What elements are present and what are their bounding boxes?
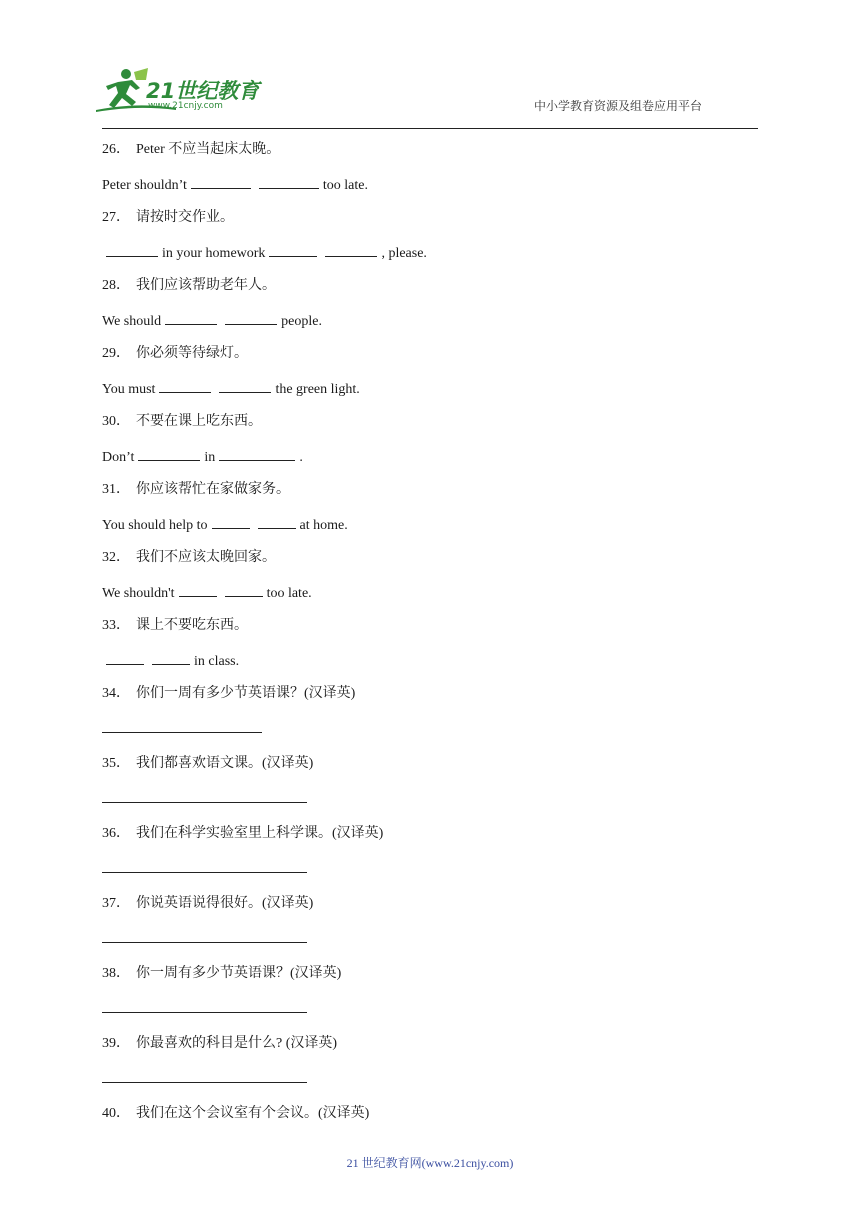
answer-sentence <box>102 446 762 480</box>
question-number: 27． <box>102 210 130 225</box>
question-number: 33． <box>102 618 130 633</box>
answer-line[interactable] <box>102 930 307 943</box>
question-prompt <box>102 894 762 928</box>
sentence-fragment: the green light. <box>275 382 360 397</box>
sentence-fragment: too late. <box>266 586 312 601</box>
question-number: 35． <box>102 756 130 771</box>
fill-in-blank[interactable] <box>138 446 200 461</box>
fill-in-blank[interactable] <box>219 378 271 393</box>
fill-in-blank[interactable] <box>152 650 190 665</box>
question-prompt <box>102 276 762 310</box>
question-text: 请按时交作业。 <box>136 210 234 225</box>
sentence-fragment: in class. <box>194 654 240 669</box>
question-number: 28． <box>102 278 130 293</box>
answer-sentence <box>102 242 762 276</box>
fill-in-blank[interactable] <box>212 514 250 529</box>
sentence-fragment: Don’t <box>102 450 135 465</box>
question-prompt <box>102 964 762 998</box>
answer-line[interactable] <box>102 1000 307 1013</box>
fill-in-blank[interactable] <box>259 174 319 189</box>
question-number: 38． <box>102 966 130 981</box>
answer-row <box>102 1070 762 1104</box>
answer-row <box>102 720 762 754</box>
answer-sentence <box>102 378 762 412</box>
logo-text: 21世纪教育 <box>146 79 260 103</box>
sentence-fragment: too late. <box>322 178 369 193</box>
question-list <box>102 140 762 1138</box>
sentence-fragment: We should <box>102 314 162 329</box>
question-prompt <box>102 412 762 446</box>
fill-in-blank[interactable] <box>159 378 211 393</box>
platform-title: 中小学教育资源及组卷应用平台 <box>533 99 702 113</box>
question-number: 32． <box>102 550 130 565</box>
question-number: 37． <box>102 896 130 911</box>
sentence-fragment: Peter shouldn’t <box>102 178 187 193</box>
question-number: 26． <box>102 142 130 157</box>
question-number: 31． <box>102 482 130 497</box>
answer-sentence <box>102 174 762 208</box>
question-number: 30． <box>102 414 130 429</box>
question-text: 你们一周有多少节英语课？(汉译英) <box>136 686 356 701</box>
question-prompt <box>102 684 762 718</box>
fill-in-blank[interactable] <box>106 242 158 257</box>
sentence-fragment: You should help to <box>102 518 208 533</box>
question-text: 你一周有多少节英语课？(汉译英) <box>136 966 342 981</box>
answer-row <box>102 860 762 894</box>
question-text: 我们都喜欢语文课。(汉译英) <box>136 756 314 771</box>
fill-in-blank[interactable] <box>191 174 251 189</box>
question-prompt <box>102 616 762 650</box>
question-text: 你应该帮忙在家做家务。 <box>136 482 290 497</box>
answer-sentence <box>102 650 762 684</box>
question-prompt <box>102 548 762 582</box>
question-number: 29． <box>102 346 130 361</box>
page-footer: 21 世纪教育网(www.21cnjy.com) <box>346 1156 514 1170</box>
question-text: 不要在课上吃东西。 <box>136 414 262 429</box>
answer-row <box>102 790 762 824</box>
question-prompt <box>102 754 762 788</box>
answer-sentence <box>102 310 762 344</box>
sentence-fragment: in <box>204 450 216 465</box>
question-text: Peter 不应当起床太晚。 <box>136 142 281 157</box>
question-prompt <box>102 824 762 858</box>
question-text: 你说英语说得很好。(汉译英) <box>136 896 314 911</box>
question-number: 40． <box>102 1106 130 1121</box>
sentence-fragment: We shouldn't <box>102 586 175 601</box>
question-text: 我们不应该太晚回家。 <box>136 550 276 565</box>
question-prompt <box>102 1104 762 1138</box>
question-text: 我们在科学实验室里上科学课。(汉译英) <box>136 826 384 841</box>
fill-in-blank[interactable] <box>225 310 277 325</box>
question-text: 我们在这个会议室有个会议。(汉译英) <box>136 1106 370 1121</box>
question-prompt <box>102 344 762 378</box>
sentence-fragment: at home. <box>299 518 348 533</box>
sentence-fragment: in your homework <box>162 246 266 261</box>
answer-row <box>102 930 762 964</box>
question-prompt <box>102 1034 762 1068</box>
sentence-fragment: people. <box>281 314 322 329</box>
answer-sentence <box>102 582 762 616</box>
question-number: 39． <box>102 1036 130 1051</box>
fill-in-blank[interactable] <box>325 242 377 257</box>
fill-in-blank[interactable] <box>219 446 295 461</box>
fill-in-blank[interactable] <box>258 514 296 529</box>
logo-url: www.21cnjy.com <box>148 101 223 111</box>
sentence-fragment: You must <box>102 382 156 397</box>
sentence-fragment: , please. <box>381 246 427 261</box>
question-text: 课上不要吃东西。 <box>136 618 248 633</box>
fill-in-blank[interactable] <box>269 242 317 257</box>
page-header <box>0 0 860 132</box>
question-number: 34． <box>102 686 130 701</box>
question-prompt <box>102 208 762 242</box>
question-number: 36． <box>102 826 130 841</box>
fill-in-blank[interactable] <box>225 582 263 597</box>
fill-in-blank[interactable] <box>106 650 144 665</box>
fill-in-blank[interactable] <box>179 582 217 597</box>
question-prompt <box>102 480 762 514</box>
answer-line[interactable] <box>102 860 307 873</box>
answer-line[interactable] <box>102 1070 307 1083</box>
question-prompt <box>102 140 762 174</box>
fill-in-blank[interactable] <box>165 310 217 325</box>
question-text: 你必须等待绿灯。 <box>136 346 248 361</box>
answer-line[interactable] <box>102 720 262 733</box>
answer-row <box>102 1000 762 1034</box>
sentence-fragment: . <box>299 450 303 465</box>
question-text: 你最喜欢的科目是什么? (汉译英) <box>136 1036 338 1051</box>
answer-line[interactable] <box>102 790 307 803</box>
question-text: 我们应该帮助老年人。 <box>136 278 276 293</box>
answer-sentence <box>102 514 762 548</box>
logo <box>96 66 266 116</box>
header-divider <box>102 128 758 129</box>
